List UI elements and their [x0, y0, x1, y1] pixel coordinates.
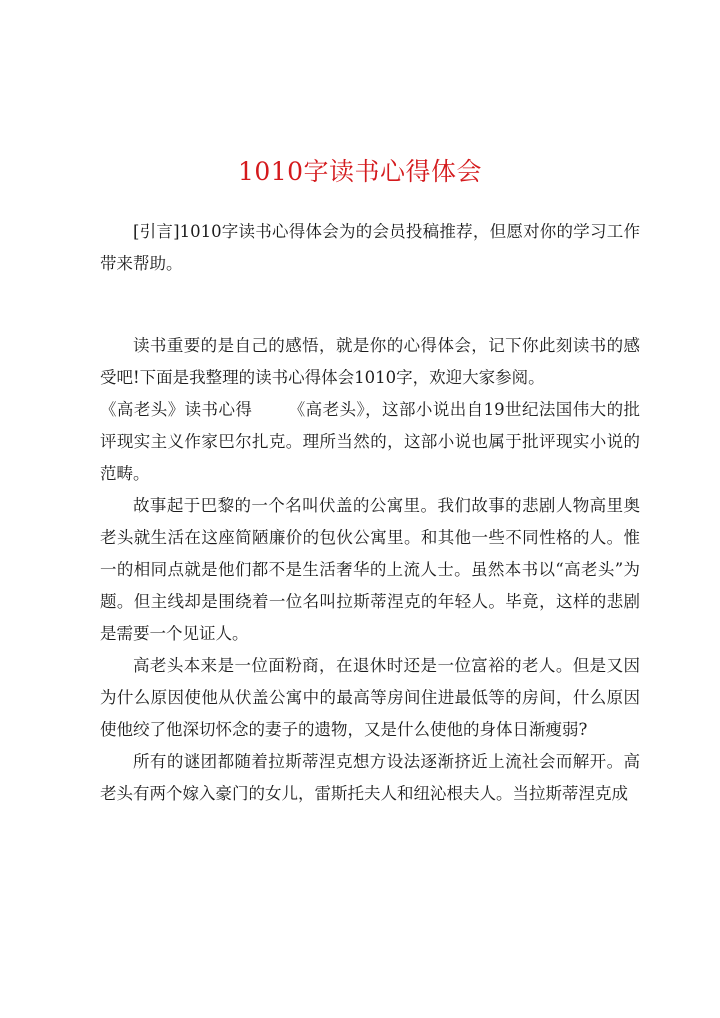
paragraph-2-wrapper — [100, 394, 640, 490]
subheading: 《高老头》读书心得 — [100, 400, 253, 419]
paragraph-2: 《高老头》，这部小说出自19世纪法国伟大的批评现实主义作家巴尔扎克。理所当然的，这部小说也属于批评现实小说的范畴。 — [100, 400, 640, 483]
paragraph-1: 读书重要的是自己的感悟，就是你的心得体会，记下你此刻读书的感受吧!下面是我整理的读书心得体会1010字，欢迎大家参阅。 — [100, 336, 640, 387]
document-body — [100, 216, 640, 810]
paragraph-3: 故事起于巴黎的一个名叫伏盖的公寓里。我们故事的悲剧人物高里奥老头就生活在这座简陋廉价的包伙公寓里。和其他一些不同性格的人。惟一的相同点就是他们都不是生活奢华的上流人士。虽然本书以“高老头”为题。但主线却是围绕着一位名叫拉斯蒂涅克的年轻人。毕竟，这样的悲剧是需要一个见证人。 — [100, 496, 640, 643]
document-title: 1010字读书心得体会 — [237, 157, 483, 186]
paragraph-5: 所有的谜团都随着拉斯蒂涅克想方设法逐渐挤近上流社会而解开。高老头有两个嫁入豪门的女儿，雷斯托夫人和纽沁根夫人。当拉斯蒂涅克成 — [100, 752, 640, 803]
paragraph-4: 高老头本来是一位面粉商，在退休时还是一位富裕的老人。但是又因为什么原因使他从伏盖公寓中的最高等房间住进最低等的房间，什么原因使他绞了他深切怀念的妻子的遗物，又是什么使他的身体日渐瘦弱? — [100, 656, 640, 739]
intro-paragraph: [引言]1010字读书心得体会为的会员投稿推荐，但愿对你的学习工作带来帮助。 — [100, 222, 640, 273]
